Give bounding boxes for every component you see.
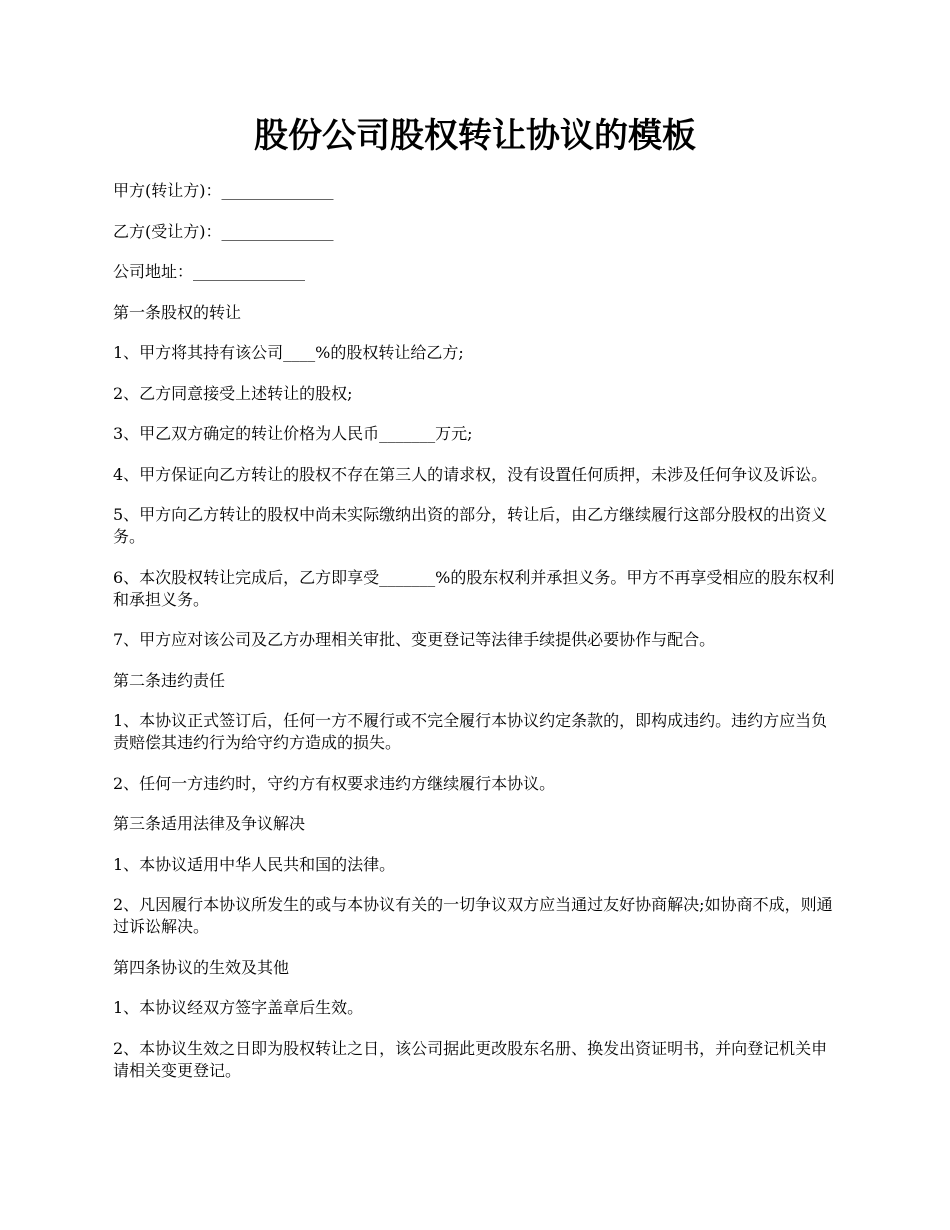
party-b-line: 乙方(受让方)：______________	[113, 221, 334, 241]
article-1-clause-5: 5、甲方向乙方转让的股权中尚未实际缴纳出资的部分，转让后，由乙方继续履行这部分股权的出资义务。	[113, 505, 828, 546]
article-1-clause-6: 6、本次股权转让完成后，乙方即享受_______%的股东权利并承担义务。甲方不再享受相应的股东权利和承担义务。	[113, 567, 835, 609]
party-a-line: 甲方(转让方)：______________	[113, 181, 334, 200]
article-3-heading: 第三条适用法律及争议解决	[113, 814, 306, 833]
article-2-clause-2: 2、任何一方违约时，守约方有权要求违约方继续履行本协议。	[113, 773, 556, 793]
article-3-clause-1: 1、本协议适用中华人民共和国的法律。	[113, 854, 396, 874]
article-1-heading: 第一条股权的转让	[113, 302, 242, 322]
article-2-heading: 第二条违约责任	[113, 670, 226, 690]
document-title: 股份公司股权转让协议的模板	[254, 116, 696, 156]
company-address-line: 公司地址：______________	[113, 262, 306, 281]
article-1-clause-7: 7、甲方应对该公司及乙方办理相关审批、变更登记等法律手续提供必要协作与配合。	[113, 630, 716, 649]
article-1-clause-4: 4、甲方保证向乙方转让的股权不存在第三人的请求权，没有设置任何质押，未涉及任何争议及诉讼。	[113, 464, 828, 484]
document-body	[113, 180, 837, 1100]
article-1-clause-3: 3、甲乙双方确定的转让价格为人民币_______万元;	[113, 424, 473, 443]
article-1-clause-2: 2、乙方同意接受上述转让的股权;	[113, 383, 353, 403]
article-1-clause-1: 1、甲方将其持有该公司____%的股权转让给乙方;	[113, 343, 464, 362]
article-4-clause-1: 1、本协议经双方签字盖章后生效。	[113, 998, 364, 1017]
article-4-heading: 第四条协议的生效及其他	[113, 957, 290, 977]
article-2-clause-1: 1、本协议正式签订后，任何一方不履行或不完全履行本协议约定条款的，即构成违约。违约方应当负责赔偿其违约行为给守约方造成的损失。	[113, 711, 828, 752]
article-4-clause-2: 2、本协议生效之日即为股权转让之日，该公司据此更改股东名册、换发出资证明书，并向登记机关申请相关变更登记。	[113, 1038, 828, 1080]
article-3-clause-2: 2、凡因履行本协议所发生的或与本协议有关的一切争议双方应当通过友好协商解决;如协商不成，则通过诉讼解决。	[113, 895, 833, 936]
